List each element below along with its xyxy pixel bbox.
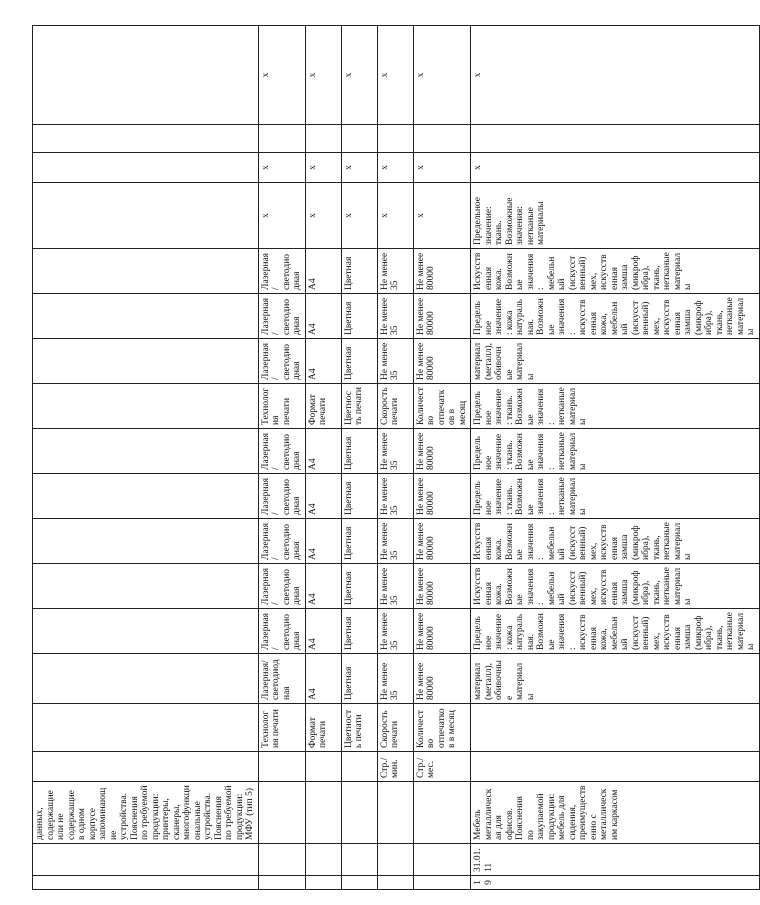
table-cell: А4 [305, 429, 341, 474]
table-cell: Предельное значение: ткань. Возможные значения: нетканые материалы [471, 474, 760, 519]
table-cell: x [341, 183, 377, 249]
table-cell: А4 [305, 654, 341, 704]
table-cell: материал (металл), обивочные материалы [471, 654, 760, 704]
table-cell: Не менее 35 [377, 249, 413, 294]
table-cell: Не менее 80000 [413, 654, 471, 704]
table-cell [33, 339, 259, 384]
table-cell [341, 752, 377, 782]
table-cell [33, 752, 259, 782]
table-cell [33, 429, 259, 474]
table-cell: 31.01.11 [471, 844, 760, 876]
table-cell: Лазерная/светодиодная [258, 249, 305, 294]
table-cell: Искусственная кожа. Возможные значения: мебельный (искусственный) мех, искусственная замша (микрофибра), ткань, нетканые материалы [471, 564, 760, 609]
table-cell: Не менее 35 [377, 429, 413, 474]
table-cell: Цветность печати [341, 704, 377, 752]
table-cell: Цветная [341, 339, 377, 384]
table-cell: А4 [305, 564, 341, 609]
table-cell: Предельное значение: ткань. Возможные значения: нетканые материалы [471, 183, 760, 249]
table-cell: Не менее 35 [377, 339, 413, 384]
table-cell [33, 294, 259, 339]
table-cell: Не менее 80000 [413, 339, 471, 384]
table-cell: материал (металл), обивочные материалы [471, 339, 760, 384]
table-cell: Не менее 80000 [413, 609, 471, 654]
table-cell [33, 153, 259, 183]
table-cell [305, 876, 341, 890]
table-cell: Технология печати [258, 704, 305, 752]
table-cell: Мебель металлическая для офисов. Пояснения по закупаемой продукции: мебель для сидения, преимущественно с металлическим каркасом [471, 782, 760, 844]
table-cell [377, 782, 413, 844]
table-cell: Цветность печати [341, 384, 377, 429]
table-cell: Не менее 80000 [413, 519, 471, 564]
table-cell [258, 782, 305, 844]
table-cell: x [471, 26, 760, 125]
table-cell [33, 474, 259, 519]
table-cell: x [377, 183, 413, 249]
table-cell: Не менее 80000 [413, 429, 471, 474]
rotated-table-container [32, 25, 756, 890]
table-cell [305, 844, 341, 876]
table-cell: Формат печати [305, 704, 341, 752]
table-cell: Не менее 80000 [413, 474, 471, 519]
table-cell: Количество отпечатков в месяц [413, 384, 471, 429]
table-cell: Не менее 35 [377, 609, 413, 654]
table-cell [305, 125, 341, 153]
table-cell: Не менее 80000 [413, 294, 471, 339]
table-cell [258, 125, 305, 153]
table-cell: Лазерная/светодиодная [258, 339, 305, 384]
table-cell: Технология печати [258, 384, 305, 429]
table-cell [413, 844, 471, 876]
table-cell: Стр./мин. [377, 752, 413, 782]
table-cell: Не менее 35 [377, 294, 413, 339]
table-cell [33, 844, 259, 876]
requirements-table [32, 25, 760, 890]
table-cell [33, 249, 259, 294]
table-cell: Цветная [341, 609, 377, 654]
table-cell: Цветная [341, 654, 377, 704]
table-cell [413, 125, 471, 153]
table-cell [258, 752, 305, 782]
table-cell: x [377, 26, 413, 125]
table-cell: Не менее 80000 [413, 564, 471, 609]
table-cell: Скорость печати [377, 384, 413, 429]
table-cell: А4 [305, 339, 341, 384]
table-cell: Количество отпечатков в месяц [413, 704, 471, 752]
table-row [33, 26, 259, 890]
table-cell [33, 519, 259, 564]
table-cell: Предельное значение: ткань. Возможные значения: нетканые материалы [471, 384, 760, 429]
table-cell: А4 [305, 609, 341, 654]
table-cell [471, 704, 760, 752]
table-cell: А4 [305, 249, 341, 294]
table-cell: x [377, 153, 413, 183]
table-cell: Лазерная/светодиодная [258, 564, 305, 609]
table-cell: Предельное значение: кожа натуральная. Возможные значения: искусственная кожа, мебельный (искусственный) мех, искусственная замша (микрофибра), ткань, нетканые материалы [471, 294, 760, 339]
table-cell: x [258, 183, 305, 249]
table-cell [341, 844, 377, 876]
table-cell: x [471, 153, 760, 183]
table-cell [33, 384, 259, 429]
table-cell [305, 782, 341, 844]
table-cell: Лазерная/светодиодная [258, 519, 305, 564]
table-cell [341, 876, 377, 890]
table-row [258, 26, 305, 890]
table-row [377, 26, 413, 890]
table-cell: Искусственная кожа. Возможные значения: мебельный (искусственный) мех, искусственная замша (микрофибра), ткань, нетканые материалы [471, 249, 760, 294]
table-cell: Стр./мес. [413, 752, 471, 782]
table-cell: x [413, 153, 471, 183]
table-cell [471, 752, 760, 782]
table-cell: x [413, 26, 471, 125]
table-cell [341, 125, 377, 153]
table-cell: x [341, 26, 377, 125]
table-cell [33, 125, 259, 153]
table-cell: Лазерная/светодиодная [258, 429, 305, 474]
table-cell [377, 876, 413, 890]
table-cell [33, 704, 259, 752]
table-cell: Не менее 35 [377, 564, 413, 609]
table-row [305, 26, 341, 890]
table-cell: Лазерная/светодиодная [258, 609, 305, 654]
table-cell: Искусственная кожа. Возможные значения: мебельный (искусственный) мех, искусственная замша (микрофибра), ткань, нетканые материалы [471, 519, 760, 564]
table-cell [33, 609, 259, 654]
table-cell: А4 [305, 294, 341, 339]
table-cell [33, 564, 259, 609]
table-cell: Цветная [341, 474, 377, 519]
table-cell [33, 183, 259, 249]
table-cell [377, 844, 413, 876]
table-cell: Цветная [341, 429, 377, 474]
table-cell [258, 844, 305, 876]
table-cell: x [305, 153, 341, 183]
table-row [341, 26, 377, 890]
table-cell: Не менее 35 [377, 519, 413, 564]
table-cell: Цветная [341, 249, 377, 294]
table-cell: Цветная [341, 294, 377, 339]
table-cell: x [258, 26, 305, 125]
table-cell: x [305, 26, 341, 125]
table-cell: Лазерная/светодиодная [258, 654, 305, 704]
table-cell: Скорость печати [377, 704, 413, 752]
table-cell [471, 125, 760, 153]
table-cell [377, 125, 413, 153]
table-cell [413, 876, 471, 890]
table-cell: Не менее 35 [377, 474, 413, 519]
table-cell: Предельное значение: кожа натуральная. Возможные значения: искусственная кожа, мебельный (искусственный) мех, искусственная замша (микрофибра), ткань, нетканые материалы [471, 609, 760, 654]
table-cell: Цветная [341, 564, 377, 609]
table-cell [33, 26, 259, 125]
table-cell: x [258, 153, 305, 183]
table-cell: Не менее 80000 [413, 249, 471, 294]
table-cell: x [413, 183, 471, 249]
table-cell: Не менее 35 [377, 654, 413, 704]
table-cell: x [305, 183, 341, 249]
table-cell: Лазерная/светодиодная [258, 294, 305, 339]
table-cell: x [341, 153, 377, 183]
table-row [471, 26, 760, 890]
table-cell [413, 782, 471, 844]
table-row [413, 26, 471, 890]
table-cell [258, 876, 305, 890]
table-cell [33, 876, 259, 890]
table-cell: Формат печати [305, 384, 341, 429]
table-cell [33, 654, 259, 704]
table-cell [341, 782, 377, 844]
table-cell: Предельное значение: ткань. Возможные значения: нетканые материалы [471, 429, 760, 474]
table-cell: данных, содержащие или не содержащие в одном корпусе запоминающие устройства. Пояснения по требуемой продукции: принтеры, сканеры, многофункциональные устройства. Пояснения по требуемой продукции: МФУ (тип 5) [33, 782, 259, 844]
table-cell [305, 752, 341, 782]
table-cell: Цветная [341, 519, 377, 564]
table-cell: Лазерная/светодиодная [258, 474, 305, 519]
table-cell: А4 [305, 474, 341, 519]
table-cell: А4 [305, 519, 341, 564]
table-cell: 19 [471, 876, 760, 890]
